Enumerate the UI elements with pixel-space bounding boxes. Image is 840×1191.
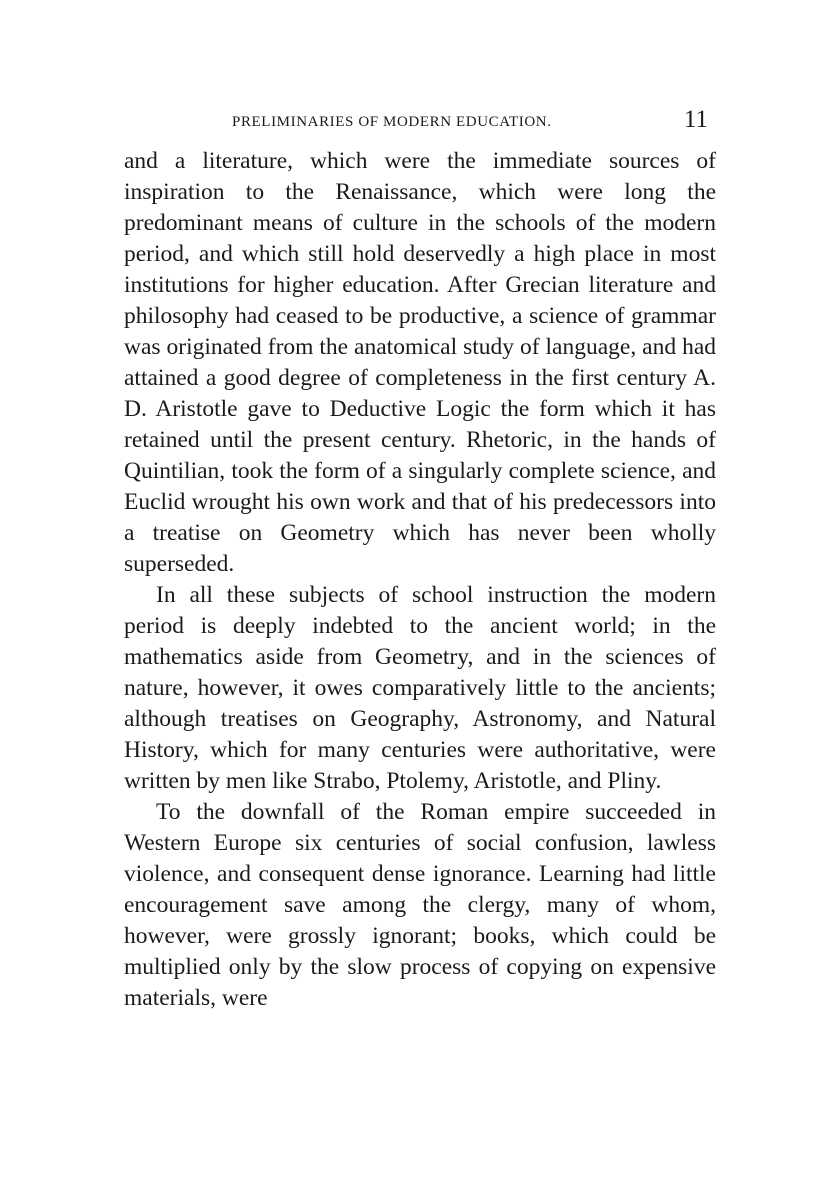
paragraph-roman-downfall: To the downfall of the Roman empire succeeded in Western Europe six centuries of social confusion, lawless violence, and consequent dense ignorance. Learning had little encouragement save among the clergy, many of whom, however, were grossly ignorant; books, which could be multiplied only by the slow process of copying on expensive materials, were [124,799,716,1011]
page-number: 11 [683,106,708,133]
paragraph-continued: and a literature, which were the immediate sources of inspiration to the Renaissance, which were long the predominant means of culture in the schools of the modern period, and which still hold deservedly a high place in most institutions for higher education. After Grecian literature and philosophy had ceased to be productive, a science of grammar was originated from the anatomical study of language, and had attained a good degree of completeness in the first century A. D. Aristotle gave to Deductive Logic the form which it has retained until the present century. Rhetoric, in the hands of Quintilian, took the form of a singularly complete science, and Euclid wrought his own work and that of his predecessors into a treatise on Geometry which has never been wholly superseded. [124,148,716,577]
running-title: PRELIMINARIES OF MODERN EDUCATION. [232,114,552,130]
running-head [232,106,708,136]
body-text [124,146,716,1014]
paragraph-ancient-debt: In all these subjects of school instruction the modern period is deeply indebted to the ancient world; in the mathematics aside from Geometry, and in the sciences of nature, however, it owes comparatively little to the ancients; although treatises on Geography, Astronomy, and Natural History, which for many centuries were authoritative, were written by men like Strabo, Ptolemy, Aristotle, and Pliny. [124,582,716,794]
